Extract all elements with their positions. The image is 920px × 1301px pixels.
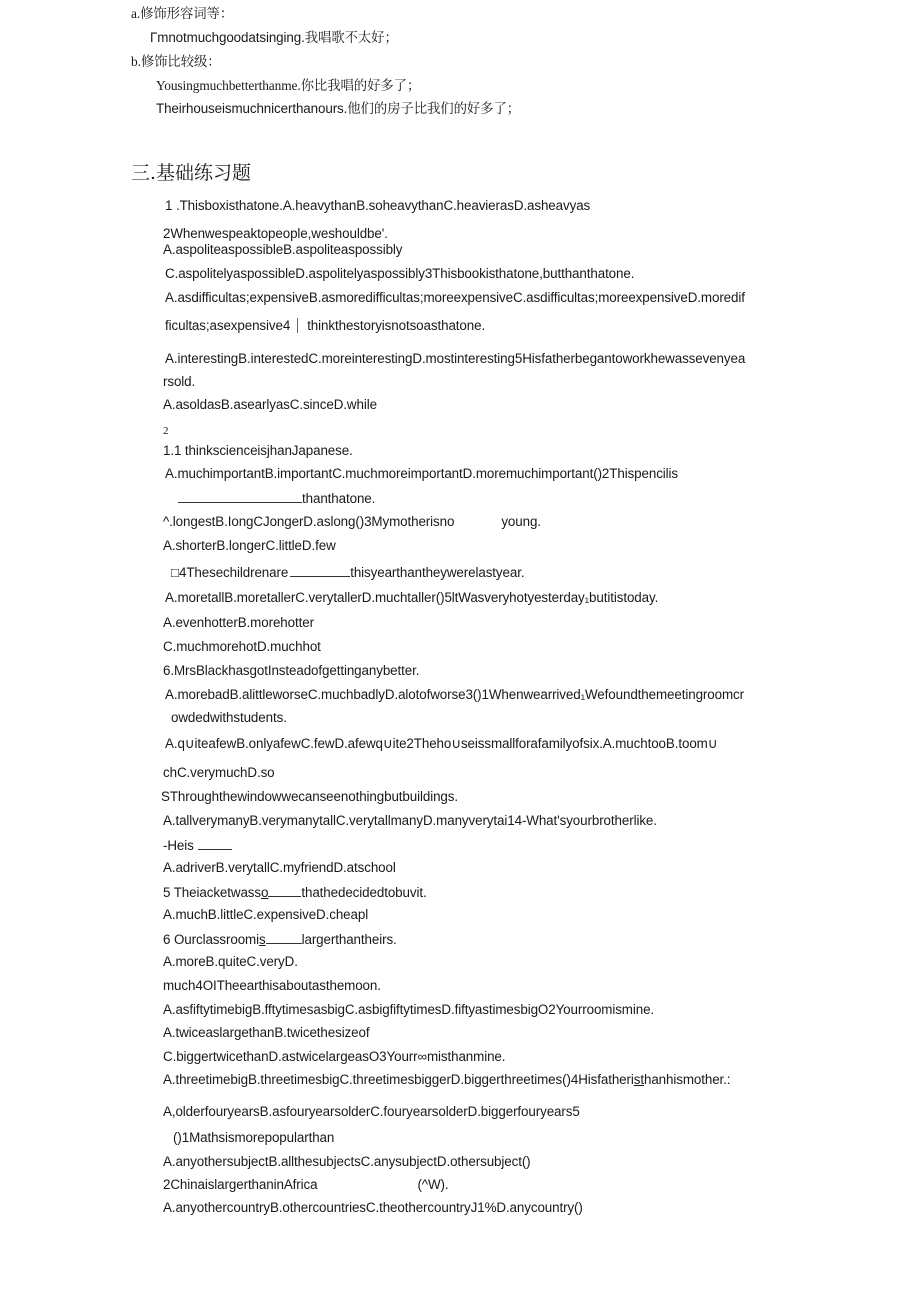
exercise-line	[163, 837, 232, 854]
exercise-line: 1 .Thisboxisthatone.A.heavythanB.soheavythanC.heavierasD.asheavyas	[165, 198, 591, 213]
exercise-text: hanhismother.:	[643, 1072, 731, 1087]
exercise-text: largerthantheirs.	[301, 932, 397, 947]
section-heading: 三.基础练习题	[131, 162, 252, 184]
exercise-line: A.morebadB.alittleworseC.muchbadlyD.alotofworse3()1Whenwearrived₁Wefoundthemeetingroomcr	[165, 687, 744, 702]
exercise-line: A.muchimportantB.importantC.muchmoreimportantD.moremuchimportant()2Thispencilis	[165, 466, 679, 481]
exercise-text: thathedecidedtobuvit.	[301, 885, 427, 900]
answer-blank	[198, 837, 232, 850]
answer-blank	[178, 490, 302, 503]
exercise-text: st	[633, 1072, 644, 1087]
exercise-text: thinkthestoryisnotsoasthatone.	[307, 318, 486, 333]
exercise-line: A.anyothersubjectB.allthesubjectsC.anysubjectD.othersubject()	[163, 1154, 531, 1169]
note-b-example-1: Yousingmuchbetterthanme.你比我唱的好多了；	[156, 78, 421, 93]
exercise-line: A.asdifficultas;expensiveB.asmoredifficultas;moreexpensiveC.asdifficultas;moreexpensiveD.moredif	[165, 290, 745, 305]
exercise-line: A.asfiftytimebigB.fftytimesasbigC.asbigfiftytimesD.fiftyastimesbigO2Yourroomismine.	[163, 1002, 655, 1017]
exercise-line: 6.MrsBlackhasgotInsteadofgettinganybetter.	[163, 663, 420, 678]
answer-blank	[266, 931, 302, 944]
exercise-text: o	[261, 885, 269, 900]
exercise-line	[163, 514, 541, 530]
exercise-line: C.aspolitelyaspossibleD.aspolitelyaspossibly3Thisbookisthatone,butthanthatone.	[165, 266, 635, 281]
exercise-text: thisyearthantheywerelastyear.	[350, 565, 525, 580]
exercise-text: young.	[501, 514, 541, 529]
exercise-text: □4Thesechildrenare	[171, 565, 289, 580]
exercise-text: 5 Theiacketwass	[163, 885, 261, 900]
exercise-text: thanthatone.	[302, 491, 376, 506]
exercise-line: 2	[163, 425, 169, 437]
exercise-line: owdedwithstudents.	[171, 710, 287, 725]
exercise-text: 6 Ourclassroomi	[163, 932, 259, 947]
exercise-line	[163, 1072, 730, 1088]
note-b-label: b.修饰比较级：	[131, 54, 221, 69]
exercise-line	[165, 318, 485, 334]
exercise-line: chC.verymuchD.so	[163, 765, 275, 780]
exercise-text: -Heis	[163, 838, 194, 853]
exercise-line: A.twiceaslargethanB.twicethesizeof	[163, 1025, 370, 1040]
exercise-text: 2ChinaislargerthaninAfrica	[163, 1177, 318, 1192]
exercise-text: A.threetimebigB.threetimesbigC.threetimesbiggerD.biggerthreetimes()4Hisfatheri	[163, 1072, 634, 1087]
exercise-line: rsold.	[163, 374, 196, 389]
exercise-line: A,olderfouryearsB.asfouryearsolderC.fouryearsolderD.biggerfouryears5	[163, 1104, 580, 1119]
exercise-line: much4OITheearthisaboutasthemoon.	[163, 978, 381, 993]
exercise-text: s	[258, 932, 266, 947]
exercise-line: C.biggertwicethanD.astwicelargeasO3Yourr∞misthanmine.	[163, 1049, 506, 1064]
exercise-line: A.q∪iteafewB.onlyafewC.fewD.afewq∪ite2Theho∪seissmallforafamilyofsix.A.muchtooB.toom∪	[165, 736, 718, 751]
answer-blank	[290, 564, 350, 577]
exercise-line: A.asoldasB.asearlyasC.sinceD.while	[163, 397, 377, 412]
note-a-label: a.修饰形容词等：	[131, 6, 234, 21]
exercise-text: ^.longestB.IongCJongerD.aslong()3Mymotherisno	[163, 514, 455, 529]
exercise-line: A.interestingB.interestedC.moreinterestingD.mostinteresting5Hisfatherbegantoworkhewassevenyea	[165, 351, 746, 366]
exercise-line	[171, 564, 524, 581]
exercise-line: A.adriverB.verytallC.myfriendD.atschool	[163, 860, 396, 875]
exercise-line: A.anyothercountryB.othercountriesC.theothercountryJ1%D.anycountry()	[163, 1200, 583, 1215]
exercise-line: A.aspoliteaspossibleB.aspoliteaspossibly	[163, 242, 403, 257]
note-b-example-2: Theirhouseismuchnicerthanours.他们的房子比我们的好多了；	[156, 101, 521, 116]
exercise-text: (^W).	[417, 1177, 449, 1192]
exercise-line: A.moreB.quiteC.veryD.	[163, 954, 298, 969]
exercise-line	[163, 1177, 449, 1193]
exercise-line: A.moretallB.moretallerC.verytallerD.muchtaller()5ltWasveryhotyesterday₁butitistoday.	[165, 590, 659, 605]
answer-blank	[268, 884, 301, 897]
exercise-line: A.muchB.littleC.expensiveD.cheapl	[163, 907, 369, 922]
exercise-line: C.muchmorehotD.muchhot	[163, 639, 321, 654]
exercise-line: 1.1 thinkscienceisjhanJapanese.	[163, 443, 353, 458]
exercise-line: A.shorterB.longerC.littleD.few	[163, 538, 336, 553]
exercise-line	[163, 884, 427, 901]
note-a-example: Γmnotmuchgoodatsinging.我唱歌不太好；	[150, 30, 398, 45]
exercise-line	[163, 931, 397, 948]
exercise-text: ficultas;asexpensive4	[165, 318, 291, 333]
exercise-line: A.tallverymanyB.verymanytallC.verytallmanyD.manyverytai14-What'syourbrotherlike.	[163, 813, 657, 828]
exercise-line: ()1Mathsismorepopularthan	[173, 1130, 335, 1145]
text-cursor-bar	[297, 318, 298, 333]
exercise-line: A.evenhotterB.morehotter	[163, 615, 314, 630]
exercise-line	[178, 490, 375, 507]
exercise-line: SThroughthewindowwecanseenothingbutbuildings.	[161, 789, 458, 804]
exercise-line: 2Whenwespeaktopeople,weshouldbe'.	[163, 226, 388, 241]
